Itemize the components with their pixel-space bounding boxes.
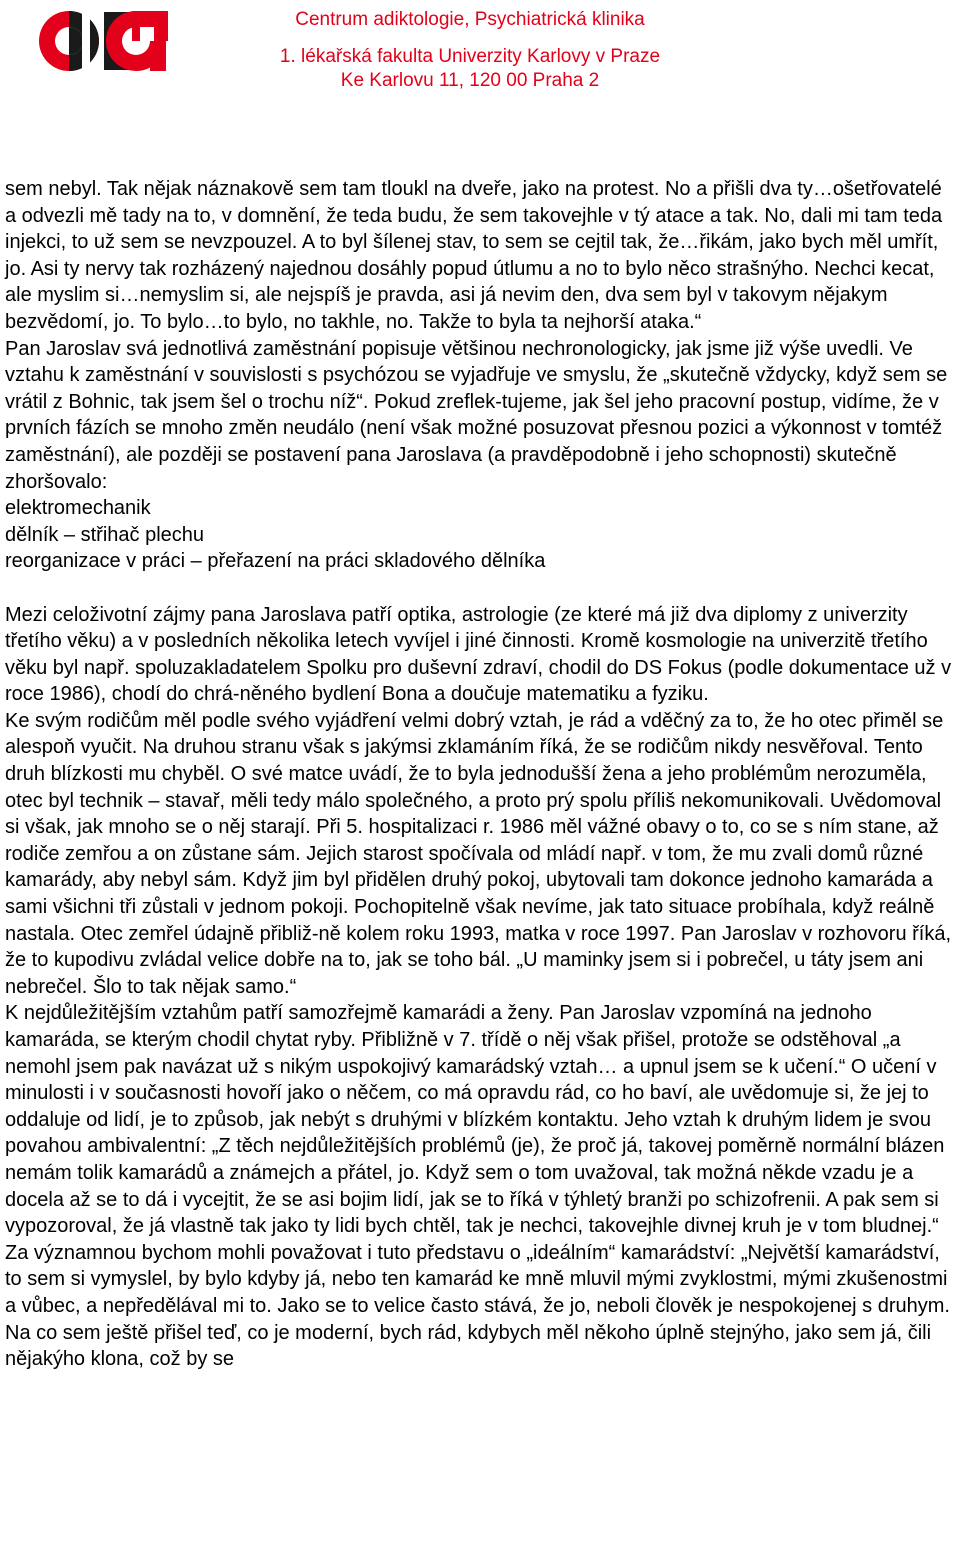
faculty-name: 1. lékařská fakulta Univerzity Karlovy v Praze	[279, 46, 661, 67]
page-header	[0, 0, 960, 110]
institution-address: Ke Karlovu 11, 120 00 Praha 2	[340, 70, 600, 91]
document-body	[5, 176, 957, 1373]
paragraph: sem nebyl. Tak nějak náznakově sem tam tloukl na dveře, jako na protest. No a přišli dva ty…ošetřovatelé a odvezli mě tady na to, v domnění, že teda budu, že sem takovejhle v tý atace a tak. No, dali mi tam teda injekci, to už sem se nevzpouzel. A to byl šílenej stav, to sem se cejtil tak, že…řikám, jako bych měl umřít, jo. Asi ty nervy tak rozházený najednou dosáhly popud útlumu a no to bylo něco strašnýho. Nechci kecat, ale myslim si…nemyslim si, ale nejspíš je pravda, asi já nevim den, dva sem byl v takovym nějakym bezvědomí, jo. To bylo…to bylo, no takhle, no. Takže to byla ta nejhorší ataka.“	[5, 178, 943, 333]
job-item: reorganizace v práci – přeřazení na práci skladového dělníka	[5, 550, 546, 573]
institution-name: Centrum adiktologie, Psychiatrická klinika	[295, 9, 645, 30]
paragraph: K nejdůležitějším vztahům patří samozřejmě kamarádi a ženy. Pan Jaroslav vzpomíná na jednoho kamaráda, se kterým chodil chytat ryby. Přibližně v 7. třídě o něj však přišel, protože se odstěhoval „a nemohl jsem pak navázat už s nikým uspokojivý kamarádský vztah… a upnul jsem se k učení.“ O učení v minulosti i v současnosti hovoří jako o něčem, co má opravdu rád, co ho baví, ale uvědomuje si, že jej to oddaluje od lidí, je to způsob, jak nebýt s druhými v blízkém kontaktu. Jeho vztah k druhým lidem je svou povahou ambivalentní: „Z těch nejdůležitějších problémů (je), že proč já, takovej poměrně normální blázen nemám tolik kamarádů a známejch a přátel, jo. Když sem o tom uvažoval, tak možná někde vzadu je a docela až se to dá i vycejtit, že se asi bojim lidí, jak se to říká v týhletý branži po schizofrenii. A pak sem si vypozoroval, že já vlastně tak jako ty lidi bych chtěl, tak je nechci, takovejhle divnej kruh je v tom bludnej.“	[5, 1002, 945, 1238]
institution-block	[250, 8, 690, 93]
job-item: elektromechanik	[5, 497, 151, 520]
job-item: dělník – střihač plechu	[5, 523, 205, 546]
paragraph: Za významnou bychom mohli považovat i tuto představu o „ideálním“ kamarádství: „Největší kamarádství, to sem si vymyslel, by bylo kdyby já, nebo ten kamarád ke mně mluvil mými zvyklostmi, mými zkušenostmi a vůbec, a nepředělával mi to. Jako se to velice často stává, že jo, neboli člověk je nespokojenej s druhym. Na co sem ještě přišel teď, co je moderní, bych rád, kdybych měl někoho úplně stejnýho, jako sem já, čili nějakýho klona, což by se	[5, 1241, 950, 1371]
paragraph: Mezi celoživotní zájmy pana Jaroslava patří optika, astrologie (ze které má již dva diplomy z univerzity třetího věku) a v posledních několika letech vyvíjel i jiné činnosti. Kromě kosmologie na univerzitě třetího věku byl např. spoluzakladatelem Spolku pro duševní zdraví, chodil do DS Fokus (podle dokumentace už v roce 1986), chodí do chrá-něného bydlení Bona a doučuje matematiku a fyziku.	[5, 603, 952, 706]
paragraph: Pan Jaroslav svá jednotlivá zaměstnání popisuje většinou nechronologicky, jak jsme již výše uvedli. Ve vztahu k zaměstnání v souvislosti s psychózou se vyjadřuje ve smyslu, že „skutečně vždycky, když sem se vrátil z Bohnic, tak jsem šel o trochu níž“. Pokud zreflek-tujeme, jak šel jeho pracovní postup, vidíme, že v prvních fázích se mnoho změn neudálo (není však možné posuzovat přesnou pozici a výkonnost v tomtéž zaměstnání), ale později se postavení pana Jaroslava (a pravděpodobně i jeho schopnosti) skutečně zhoršovalo:	[5, 337, 948, 493]
cad-logo-icon	[36, 8, 168, 74]
paragraph: Ke svým rodičům měl podle svého vyjádření velmi dobrý vztah, je rád a vděčný za to, že ho otec přiměl se alespoň vyučit. Na druhou stranu však s jakýmsi zklamáním říká, že se rodičům nikdy nesvěřoval. Tento druh blízkosti mu chyběl. O své matce uvádí, že to byla jednodušší žena a jeho problémům nerozuměla, otec byl technik – stavař, měli tedy málo společného, a proto prý spolu příliš nekomunikovali. Uvědomoval si však, jak mnoho se o něj starají. Při 5. hospitalizaci r. 1986 měl vážné obavy o to, co se s ním stane, až rodiče zemřou a on zůstane sám. Jejich starost spočívala od mládí např. v tom, že mu zvali domů různé kamarády, aby nebyl sám. Když jim byl přidělen druhý pokoj, ubytovali tam dokonce jednoho kamaráda a sami všichni tři zůstali v jednom pokoji. Pochopitelně však nevíme, jak tato situace probíhala, když reálně nastala. Otec zemřel údajně přibliž-ně kolem roku 1993, matka v roce 1997. Pan Jaroslav v rozhovoru říká, že to kupodivu zvládal velice dobře na to, jak se toho bál. „U maminky jsem si i pobrečel, u táty jsem ani nebrečel. Šlo to tak nějak samo.“	[5, 709, 952, 998]
job-list	[5, 495, 957, 575]
